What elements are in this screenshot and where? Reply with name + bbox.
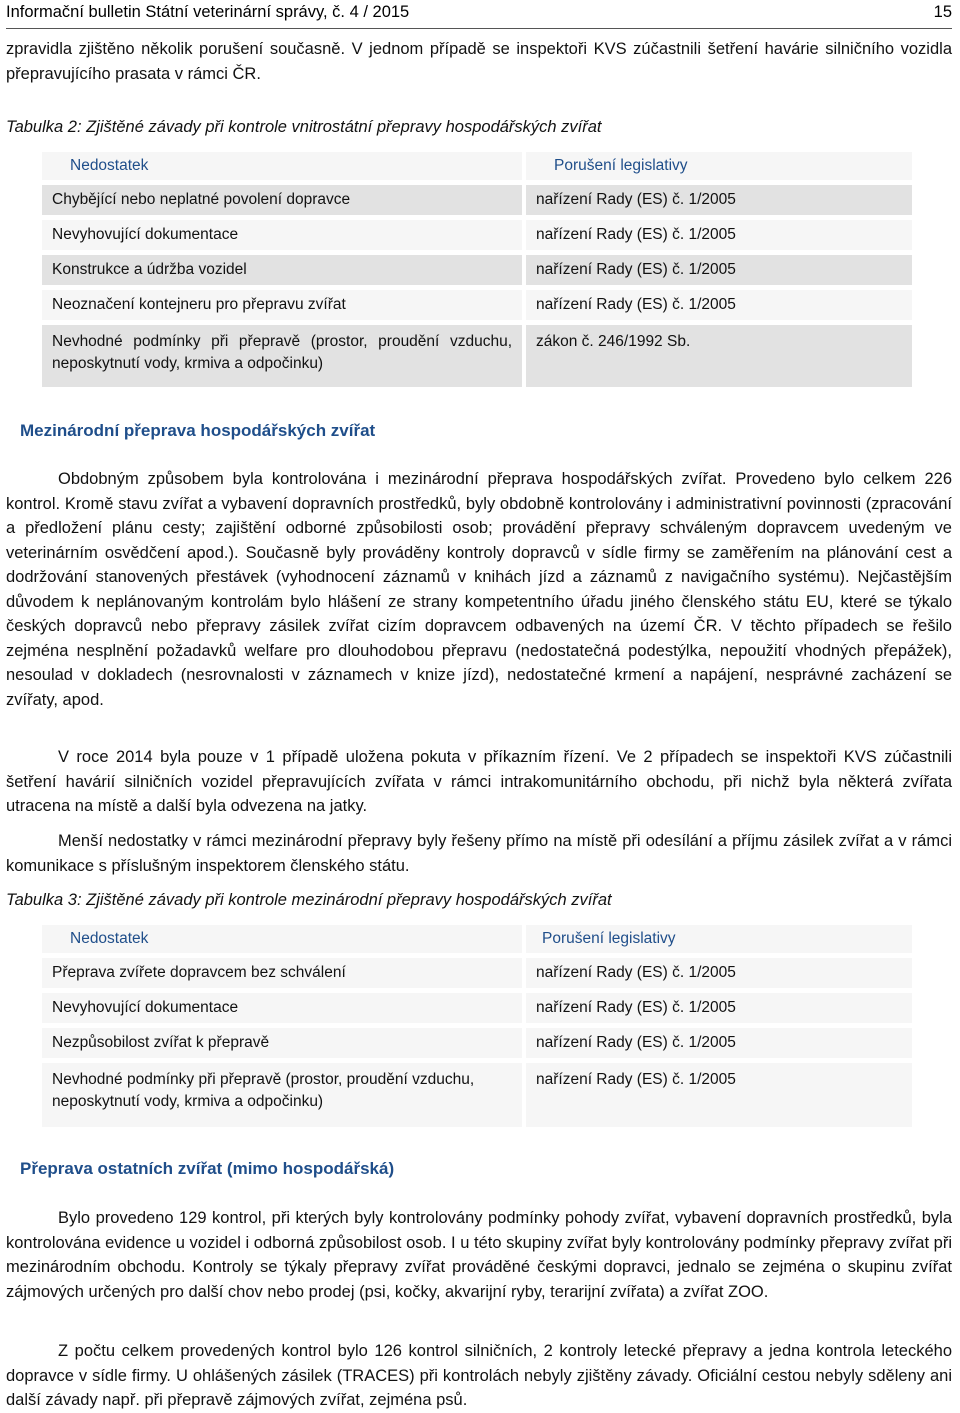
section-heading-other: Přeprava ostatních zvířat (mimo hospodářská) <box>20 1159 395 1178</box>
international-paragraph-3: Menší nedostatky v rámci mezinárodní přepravy byly řešeny přímo na místě při odesílání a příjmu zásilek zvířat a v rámci komunikace s příslušným inspektorem členského státu. <box>6 832 952 875</box>
bulletin-title: Informační bulletin Státní veterinární správy, č. 4 / 2015 <box>6 3 410 21</box>
other-paragraph-2: Z počtu celkem provedených kontrol bylo 126 kontrol silničních, 2 kontroly letecké přepravy a jedna kontrola leteckého dopravce v sídle firmy. U ohlášených zásilek (TRACES) při kontrolách nebyly zjištěny závady. Oficiální cestou nebyly sděleny ani další závady např. při přepravě zájmových zvířat, zejména psů. <box>6 1342 952 1409</box>
table-row <box>42 220 912 250</box>
table2-header-row <box>42 152 912 180</box>
deficiency-cell: Nevyhovující dokumentace <box>42 220 522 250</box>
page-header <box>6 0 952 29</box>
table3 <box>38 920 916 1132</box>
table3-header-row <box>42 925 912 953</box>
deficiency-cell: Přeprava zvířete dopravcem bez schválení <box>42 958 522 988</box>
law-cell: nařízení Rady (ES) č. 1/2005 <box>526 958 912 988</box>
law-cell: nařízení Rady (ES) č. 1/2005 <box>526 993 912 1023</box>
table-row <box>42 185 912 215</box>
law-cell: zákon č. 246/1992 Sb. <box>526 325 912 387</box>
table2-header-law: Porušení legislativy <box>526 152 912 180</box>
table3-header-deficiency: Nedostatek <box>42 925 522 953</box>
deficiency-cell: Neoznačení kontejneru pro přepravu zvířat <box>42 290 522 320</box>
law-cell: nařízení Rady (ES) č. 1/2005 <box>526 220 912 250</box>
international-paragraph-2: V roce 2014 byla pouze v 1 případě uložena pokuta v příkazním řízení. Ve 2 případech se inspektoři KVS zúčastnili šetření havárií silničních vozidel přepravujících zvířata v rámci intrakomunitárního obchodu, při nichž byla některá zvířata utracena na místě a další byla odvezena na jatky. <box>6 748 952 815</box>
deficiency-cell: Chybějící nebo neplatné povolení dopravce <box>42 185 522 215</box>
page-number: 15 <box>933 3 952 21</box>
deficiency-cell: Nezpůsobilost zvířat k přepravě <box>42 1028 522 1058</box>
table-row <box>42 993 912 1023</box>
international-paragraph-1: Obdobným způsobem byla kontrolována i mezinárodní přeprava hospodářských zvířat. Provedeno bylo celkem 226 kontrol. Kromě stavu zvířat a vybavení dopravních prostředků, byly obdobně kontrolovány i administrativní povinnosti (zpracování a předložení plánu cesty; zajištění odborné způsobilosti osob; provádění přepravy schváleným dopravcem uvedeným ve veterinárním osvědčení apod.). Současně byly prováděny kontroly dopravců v sídle firmy se zaměřením na plánování cest a dodržování stanovených přestávek (vyhodnocení záznamů v knihách jízd a záznamů z navigačního systému). Nejčastějším důvodem k neplánovaným kontrolám bylo hlášení ze strany kompetentního úřadu jiného členského státu EU, které se týkalo českých dopravců nebo přepravy zásilek zvířat cizím dopravcem odbavených na území ČR. V těchto případech se řešilo zejména nesplnění požadavků welfare pro dlouhodobou přepravu (nedostatečná podestýlka, nepoužití vhodných přepážek), nesoulad v dokladech (nesrovnalosti v záznamech v knize jízd), nedostatečné krmení a napájení, nesprávné zacházení se zvířaty, apod. <box>6 470 952 709</box>
deficiency-cell: Nevhodné podmínky při přepravě (prostor, proudění vzduchu, neposkytnutí vody, krmiva a odpočinku) <box>42 1063 522 1127</box>
table3-header-law: Porušení legislativy <box>526 925 912 953</box>
law-cell: nařízení Rady (ES) č. 1/2005 <box>526 290 912 320</box>
table2-header-deficiency: Nedostatek <box>42 152 522 180</box>
table2 <box>38 147 916 392</box>
deficiency-cell: Konstrukce a údržba vozidel <box>42 255 522 285</box>
law-cell: nařízení Rady (ES) č. 1/2005 <box>526 1063 912 1127</box>
law-cell: nařízení Rady (ES) č. 1/2005 <box>526 185 912 215</box>
deficiency-cell: Nevyhovující dokumentace <box>42 993 522 1023</box>
table2-caption: Tabulka 2: Zjištěné závady při kontrole vnitrostátní přepravy hospodářských zvířat <box>6 118 602 136</box>
table-row <box>42 255 912 285</box>
law-cell: nařízení Rady (ES) č. 1/2005 <box>526 1028 912 1058</box>
table-row <box>42 1063 912 1127</box>
deficiency-cell: Nevhodné podmínky při přepravě (prostor, proudění vzduchu, neposkytnutí vody, krmiva a odpočinku) <box>42 325 522 387</box>
law-cell: nařízení Rady (ES) č. 1/2005 <box>526 255 912 285</box>
table-row <box>42 1028 912 1058</box>
table3-caption: Tabulka 3: Zjištěné závady při kontrole mezinárodní přepravy hospodářských zvířat <box>6 891 612 909</box>
table-row <box>42 325 912 387</box>
intro-paragraph: zpravidla zjištěno několik porušení současně. V jednom případě se inspektoři KVS zúčastnili šetření havárie silničního vozidla přepravujícího prasata v rámci ČR. <box>6 40 952 83</box>
other-paragraph-1: Bylo provedeno 129 kontrol, při kterých byly kontrolovány podmínky pohody zvířat, vybavení dopravních prostředků, byla kontrolována evidence u vozidel i odborná způsobilost osob. I u této skupiny zvířat byly kontrolovány podmínky přepravy zvířat při mezinárodním obchodu. Kontroly se týkaly přepravy zvířat prováděné českými dopravci, jednalo se zejména o skupinu zvířat zájmových určených pro další chov nebo prodej (psi, kočky, akvarijní ryby, terarijní zvířata) a zvířat ZOO. <box>6 1209 952 1301</box>
table-row <box>42 958 912 988</box>
table-row <box>42 290 912 320</box>
section-heading-international: Mezinárodní přeprava hospodářských zvířat <box>20 421 376 440</box>
